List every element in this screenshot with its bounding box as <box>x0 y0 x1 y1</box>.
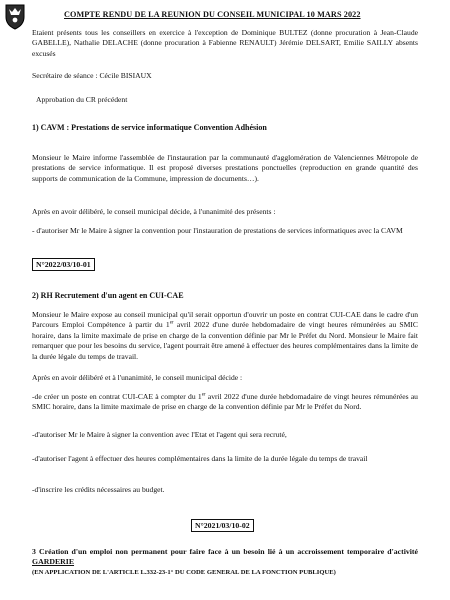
section2-paragraph-4: -d'autoriser Mr le Maire à signer la convention avec l'Etat et l'agent qui sera recruté, <box>32 430 287 439</box>
approval-line: Approbation du CR précédent <box>36 95 128 104</box>
secretary-line: Secrétaire de séance : Cécile BISIAUX <box>32 71 152 80</box>
page-title: COMPTE RENDU DE LA REUNION DU CONSEIL MUNICIPAL 10 MARS 2022 <box>64 10 361 19</box>
section3-law-reference: (EN APPLICATION DE L'ARTICLE L.332-23-1° DU CODE GENERAL DE LA FONCTION PUBLIQUE) <box>32 569 336 576</box>
section1-paragraph-1: Monsieur le Maire informe l'assemblée de l'instauration par la communauté d'agglomération de Valenciennes Métropole de prestations de service informatique. Il est proposé diverses prestations ponctuelles (reproduction en grande quantité des supports de communication de la Commune, impression de documents…). <box>32 153 418 183</box>
attendance-paragraph: Etaient présents tous les conseillers en exercice à l'exception de Dominique BULTEZ (donne procuration à Jean-Claude GABELLE), Nathalie DELACHE (donne procuration à Fabienne RENAULT) Jérémie DELSART, Emilie SAILLY absents excusés <box>32 28 418 58</box>
section2-paragraph-2: Après en avoir délibéré et à l'unanimité, le conseil municipal décide : <box>32 373 243 382</box>
section2-paragraph-6: -d'inscrire les crédits nécessaires au budget. <box>32 485 165 494</box>
section2-paragraph-1: Monsieur le Maire expose au conseil municipal qu'il serait opportun d'ouvrir un poste en contrat CUI-CAE dans le cadre d'un Parcours Emploi Compétence à partir du 1er avril 2022 d'une durée hebdomadaire de vingt heures rémunérées au SMIC horaire, dans la limite maximale de prise en charge de la convention définie par Mr le Préfet du Nord. Monsieur le Maire fait remarquer que pour les besoins du service, l'agent pourrait être amené à effectuer des heures complémentaires dans la limite de la durée légale du temps de travail. <box>32 310 418 361</box>
section2-heading: 2) RH Recrutement d'un agent en CUI-CAE <box>32 291 184 300</box>
section1-heading: 1) CAVM : Prestations de service informatique Convention Adhésion <box>32 123 267 132</box>
section2-paragraph-5: -d'autoriser l'agent à effectuer des heures complémentaires dans la limite de la durée légale du temps de travail <box>32 454 368 463</box>
section1-paragraph-3: - d'autoriser Mr le Maire à signer la convention pour l'instauration de prestations de services informatiques avec la CAVM <box>32 226 403 235</box>
town-crest-logo <box>4 2 26 30</box>
deliberation-reference-2: N°2021/03/10-02 <box>191 519 254 532</box>
section2-paragraph-3: -de créer un poste en contrat CUI-CAE à compter du 1er avril 2022 d'une durée hebdomadaire de vingt heures rémunérées au SMIC horaire, dans la limite maximale de prise en charge de la convention définie par Mr le Préfet du Nord. <box>32 392 418 412</box>
section1-paragraph-2: Après en avoir délibéré, le conseil municipal décide, à l'unanimité des présents : <box>32 207 276 216</box>
deliberation-reference-1: N°2022/03/10-01 <box>32 258 95 271</box>
section3-heading: 3 Création d'un emploi non permanent pour faire face à un besoin lié à un accroissement temporaire d'activité GARDERIE <box>32 547 418 567</box>
